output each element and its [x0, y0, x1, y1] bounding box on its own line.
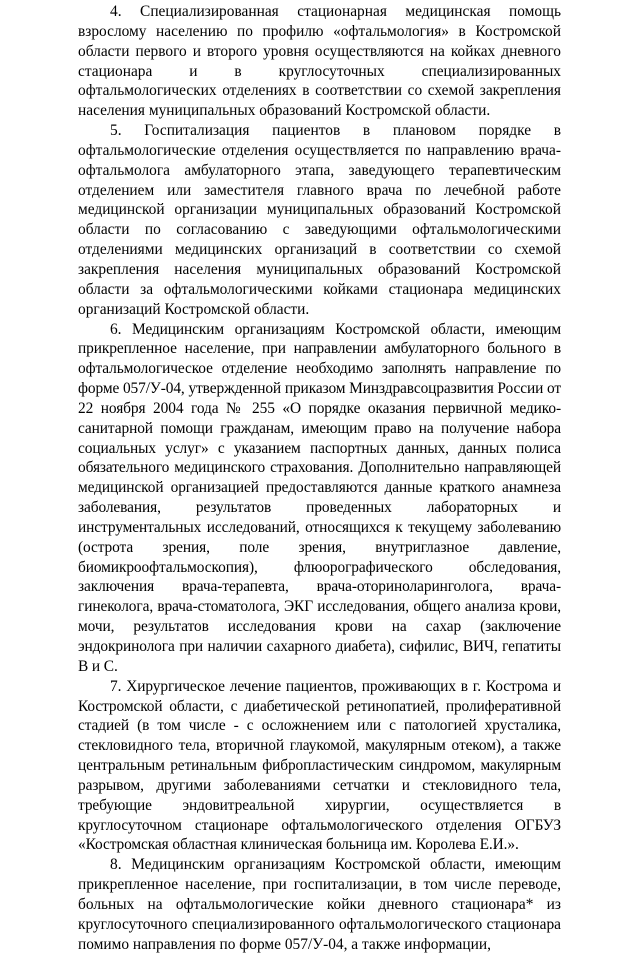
document-page	[78, 2, 561, 955]
paragraph-5: 5. Госпитализация пациентов в плановом порядке в офтальмологические отделения осуществляется по направлению врача-офтальмолога амбулаторного этапа, заведующего терапевтическим отделением или заместителя главного врача по лечебной работе медицинской организации муниципальных образований Костромской области по согласованию с заведующими офтальмологическими отделениями медицинских организаций в соответствии со схемой закрепления населения муниципальных образований Костромской области за офтальмологическими койками стационара медицинских организаций Костромской области.	[78, 122, 561, 318]
paragraph-6: 6. Медицинским организациям Костромской области, имеющим прикрепленное население, при направлении амбулаторного больного в офтальмологическое отделение необходимо заполнять направление по форме 057/У-04, утвержденной приказом Минздравсоцразвития России от 22 ноября 2004 года № 255 «О порядке оказания первичной медико-санитарной помощи гражданам, имеющим право на получение набора социальных услуг» с указанием паспортных данных, данных полиса обязательного медицинского страхования. Дополнительно направляющей медицинской организацией предоставляются данные краткого анамнеза заболевания, результатов проведенных лабораторных и инструментальных исследований, относящихся к текущему заболеванию (острота зрения, поле зрения, внутриглазное давление, биомикроофтальмоскопия), флюорографического обследования, заключения врача-терапевта, врача-оториноларинголога, врача-гинеколога, врача-стоматолога, ЭКГ исследования, общего анализа крови, мочи, результатов исследования крови на сахар (заключение эндокринолога при наличии сахарного диабета), сифилис, ВИЧ, гепатиты В и С.	[78, 320, 561, 675]
paragraph-8: 8. Медицинским организациям Костромской области, имеющим прикрепленное население, при госпитализации, в том числе переводе, больных на офтальмологические койки дневного стационара* из круглосуточного специализированного офтальмологического стационара помимо направления по форме 057/У-04, а также информации,	[78, 856, 561, 953]
paragraph-4: 4. Специализированная стационарная медицинская помощь взрослому населению по профилю «офтальмология» в Костромской области первого и второго уровня осуществляются на койках дневного стационара и в круглосуточных специализированных офтальмологических отделениях в соответствии со схемой закрепления населения муниципальных образований Костромской области.	[78, 3, 561, 120]
paragraph-7: 7. Хирургическое лечение пациентов, проживающих в г. Кострома и Костромской области, с диабетической ретинопатией, пролиферативной стадией (в том числе - с осложнением или с патологией хрусталика, стекловидного тела, вторичной глаукомой, макулярным отеком), а также центральным ретинальным фибропластическим синдромом, макулярным разрывом, другими заболеваниями сетчатки и стекловидного тела, требующие эндовитреальной хирургии, осуществляется в круглосуточном стационаре офтальмологического отделения ОГБУЗ «Костромская областная клиническая больница им. Королева Е.И.».	[78, 677, 561, 854]
